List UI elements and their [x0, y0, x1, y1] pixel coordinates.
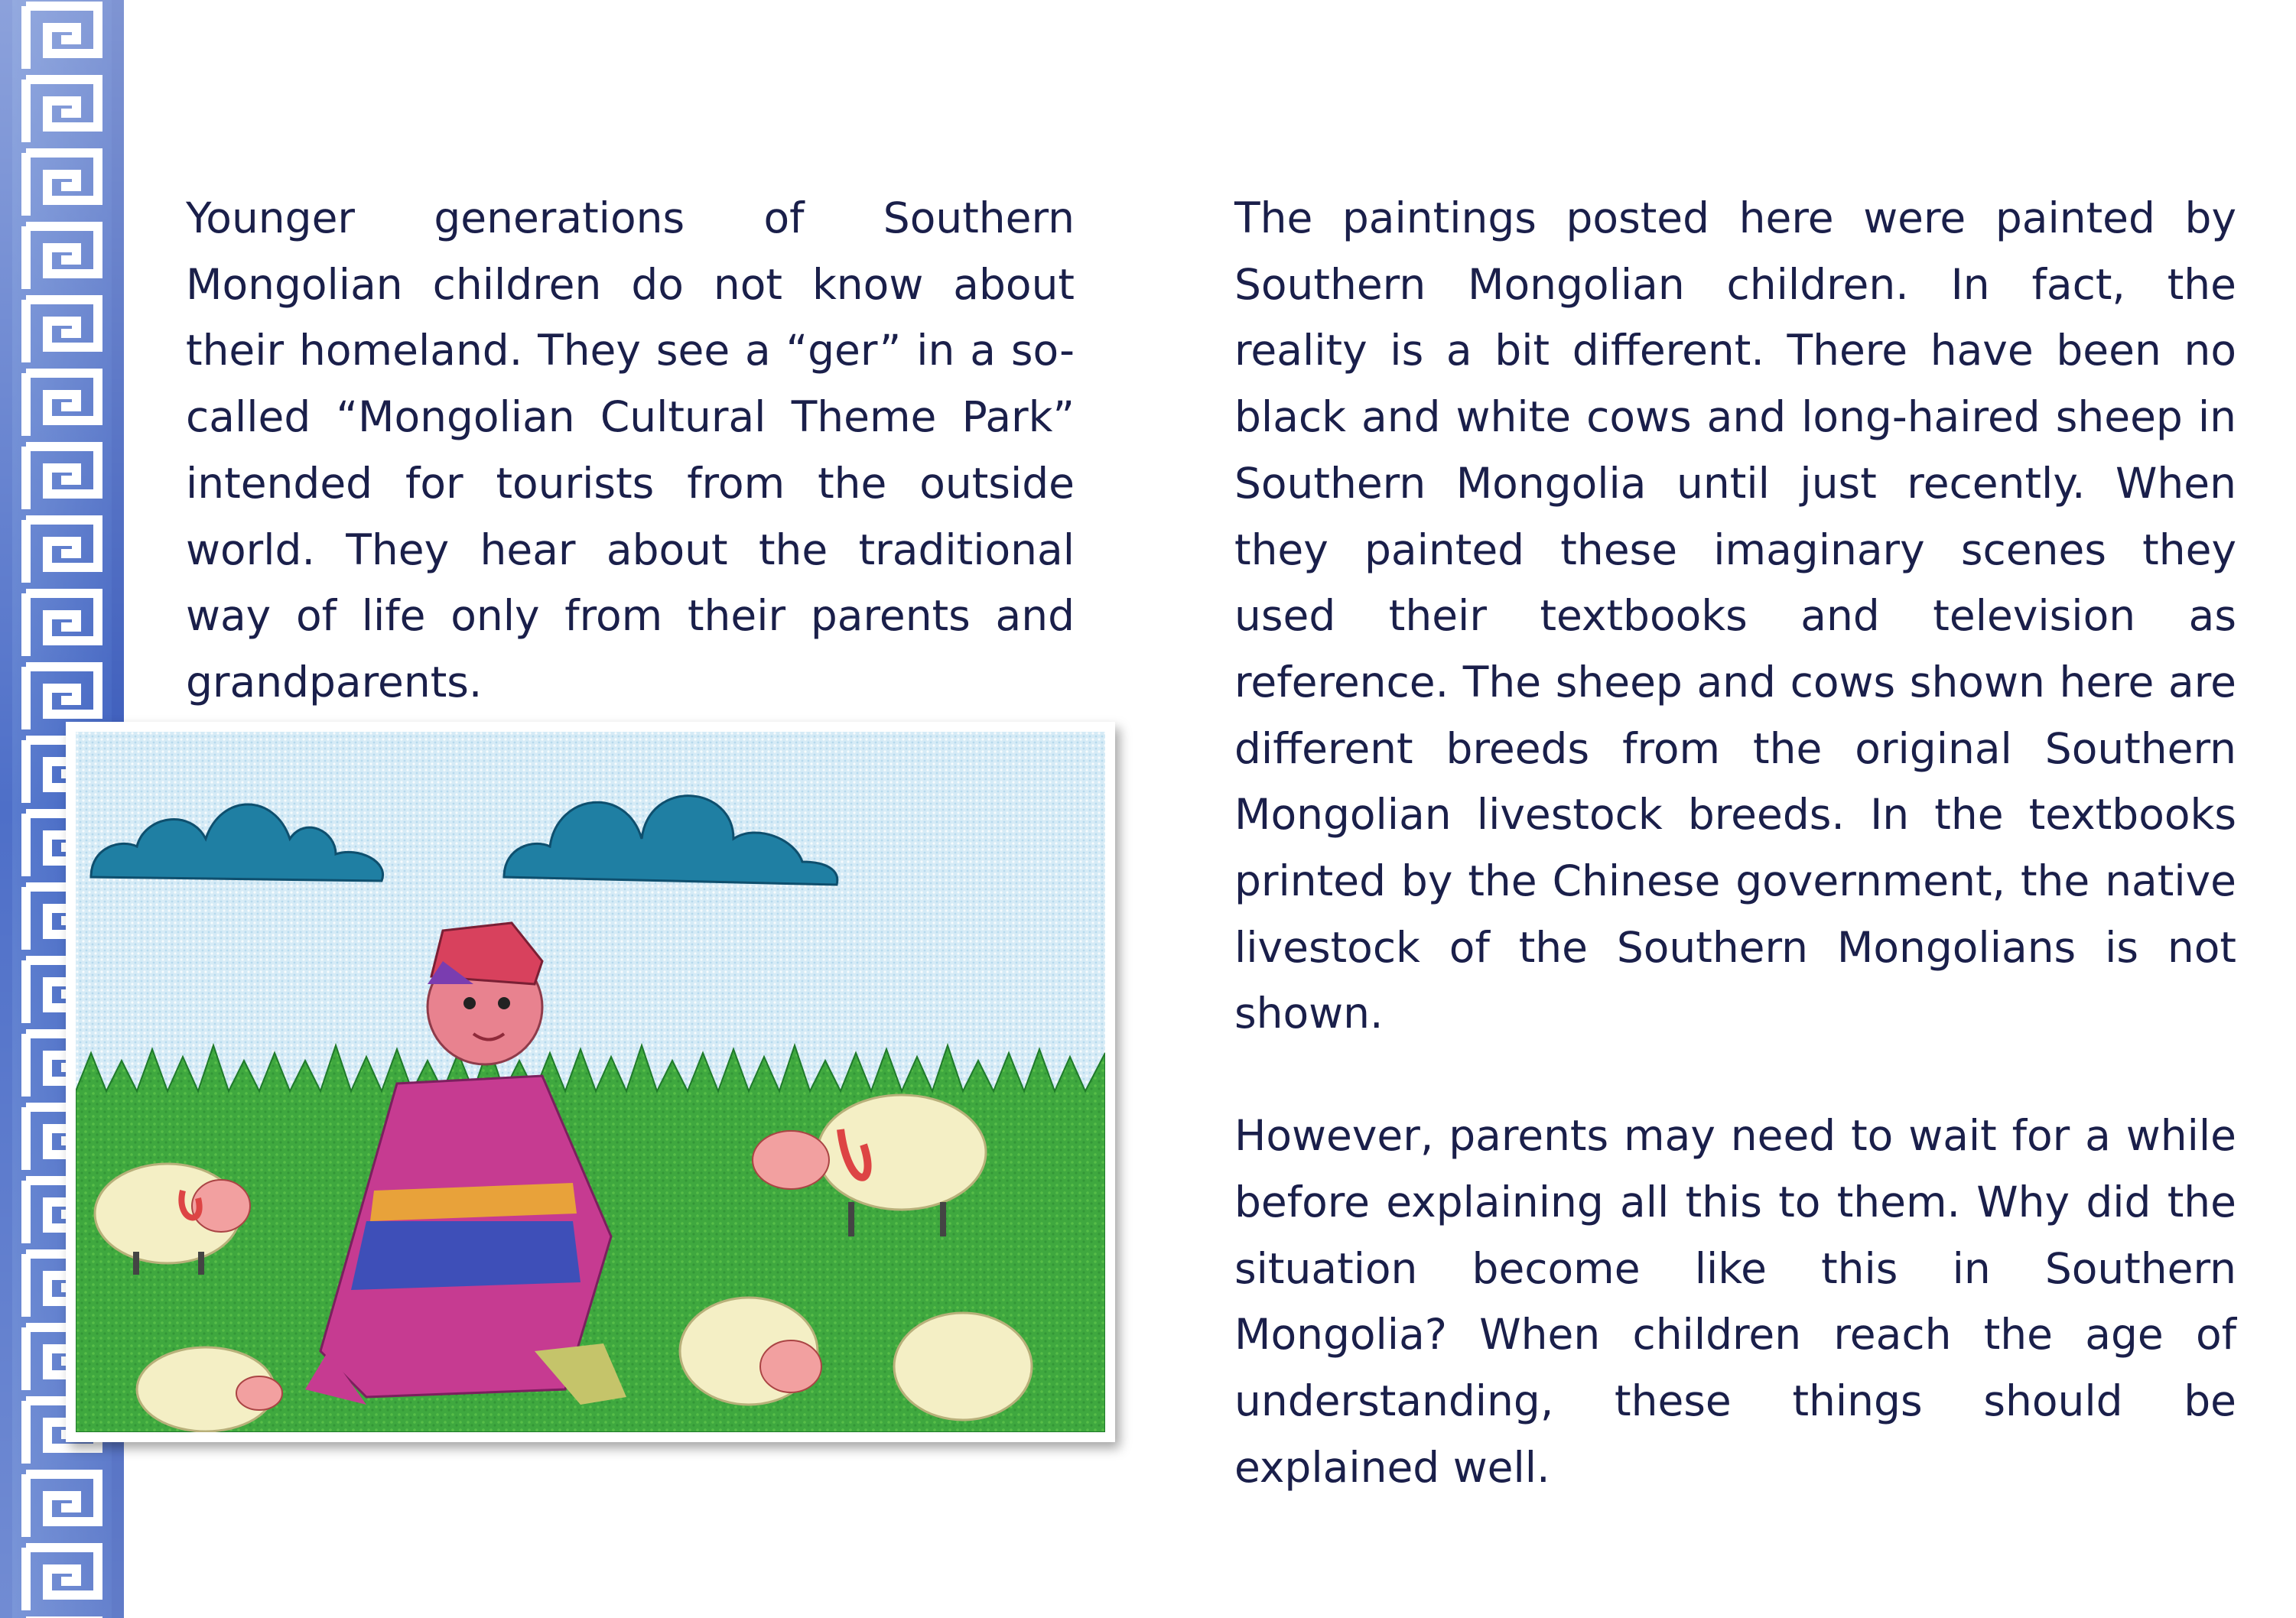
intro-paragraph: Younger generations of Southern Mongolian children do not know about their homeland. They see a “ger” in a so-called “Mongolian Cultural Theme Park” intended for tourists from the outside world. They hear about the traditional way of life only from their parents and grandparents. [186, 193, 1075, 707]
sheep-bottom-right [894, 1313, 1032, 1420]
paintings-paragraph: The paintings posted here were painted by Southern Mongolian children. In fact, the reality is a bit different. There have been no black and white cows and long-haired sheep in Southern Mongolia until just recently. When they painted these imaginary scenes they used their textbooks and television as reference. The sheep and cows shown here are different breeds from the original Southern Mongolian livestock breeds. In the textbooks printed by the Chinese government, the native livestock of the Southern Mongolians is not shown. [1234, 193, 2236, 1038]
explanation-paragraph: However, parents may need to wait for a while before explaining all this to them. Why did the situation become like this in Southern Mongolia? When children reach the age of understanding, these things should be explained well. [1234, 1111, 2236, 1492]
right-column-text [1234, 185, 2236, 1556]
child-painting [76, 732, 1105, 1432]
painting-frame [66, 722, 1115, 1442]
